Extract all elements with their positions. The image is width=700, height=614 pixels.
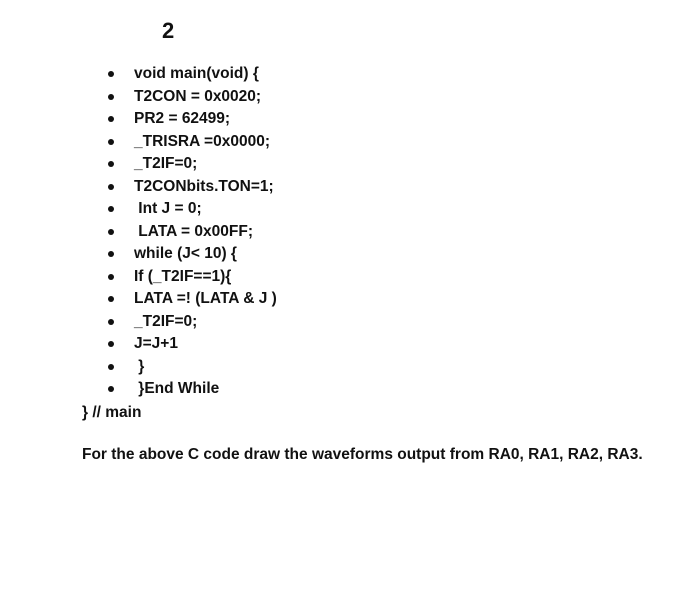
code-text: } xyxy=(134,357,145,375)
code-list xyxy=(108,63,277,401)
code-line xyxy=(108,266,277,289)
bullet-icon xyxy=(108,161,114,167)
bullet-icon xyxy=(108,364,114,370)
code-line xyxy=(108,131,277,154)
code-line xyxy=(108,63,277,86)
code-text: LATA =! (LATA & J ) xyxy=(134,290,277,308)
code-text: while (J< 10) { xyxy=(134,245,237,263)
bullet-icon xyxy=(108,116,114,122)
code-line xyxy=(108,311,277,334)
bullet-icon xyxy=(108,184,114,190)
code-line xyxy=(108,86,277,109)
code-line xyxy=(108,378,277,401)
code-line xyxy=(108,221,277,244)
code-line xyxy=(108,243,277,266)
question-number: 2 xyxy=(162,18,175,43)
bullet-icon xyxy=(108,229,114,235)
closing-brace-line: } // main xyxy=(82,404,142,421)
code-line xyxy=(108,356,277,379)
code-text: J=J+1 xyxy=(134,335,178,353)
code-line xyxy=(108,198,277,221)
code-text: _TRISRA =0x0000; xyxy=(134,132,270,150)
question-text: For the above C code draw the waveforms output from RA0, RA1, RA2, RA3. xyxy=(82,446,643,463)
code-text: _T2IF=0; xyxy=(134,155,198,173)
code-text: If (_T2IF==1){ xyxy=(134,267,232,285)
bullet-icon xyxy=(108,296,114,302)
code-line xyxy=(108,176,277,199)
bullet-icon xyxy=(108,94,114,100)
code-line xyxy=(108,288,277,311)
bullet-icon xyxy=(108,206,114,212)
code-text: LATA = 0x00FF; xyxy=(134,222,253,240)
bullet-icon xyxy=(108,319,114,325)
code-text: PR2 = 62499; xyxy=(134,110,231,128)
code-line xyxy=(108,108,277,131)
code-text: T2CON = 0x0020; xyxy=(134,87,262,105)
code-text: void main(void) { xyxy=(134,65,259,83)
bullet-icon xyxy=(108,251,114,257)
bullet-icon xyxy=(108,274,114,280)
code-text: Int J = 0; xyxy=(134,200,202,218)
bullet-icon xyxy=(108,341,114,347)
code-line xyxy=(108,153,277,176)
bullet-icon xyxy=(108,71,114,77)
code-text: _T2IF=0; xyxy=(134,312,198,330)
code-line xyxy=(108,333,277,356)
bullet-icon xyxy=(108,386,114,392)
code-text: T2CONbits.TON=1; xyxy=(134,177,274,195)
code-text: }End While xyxy=(134,380,220,398)
bullet-icon xyxy=(108,139,114,145)
